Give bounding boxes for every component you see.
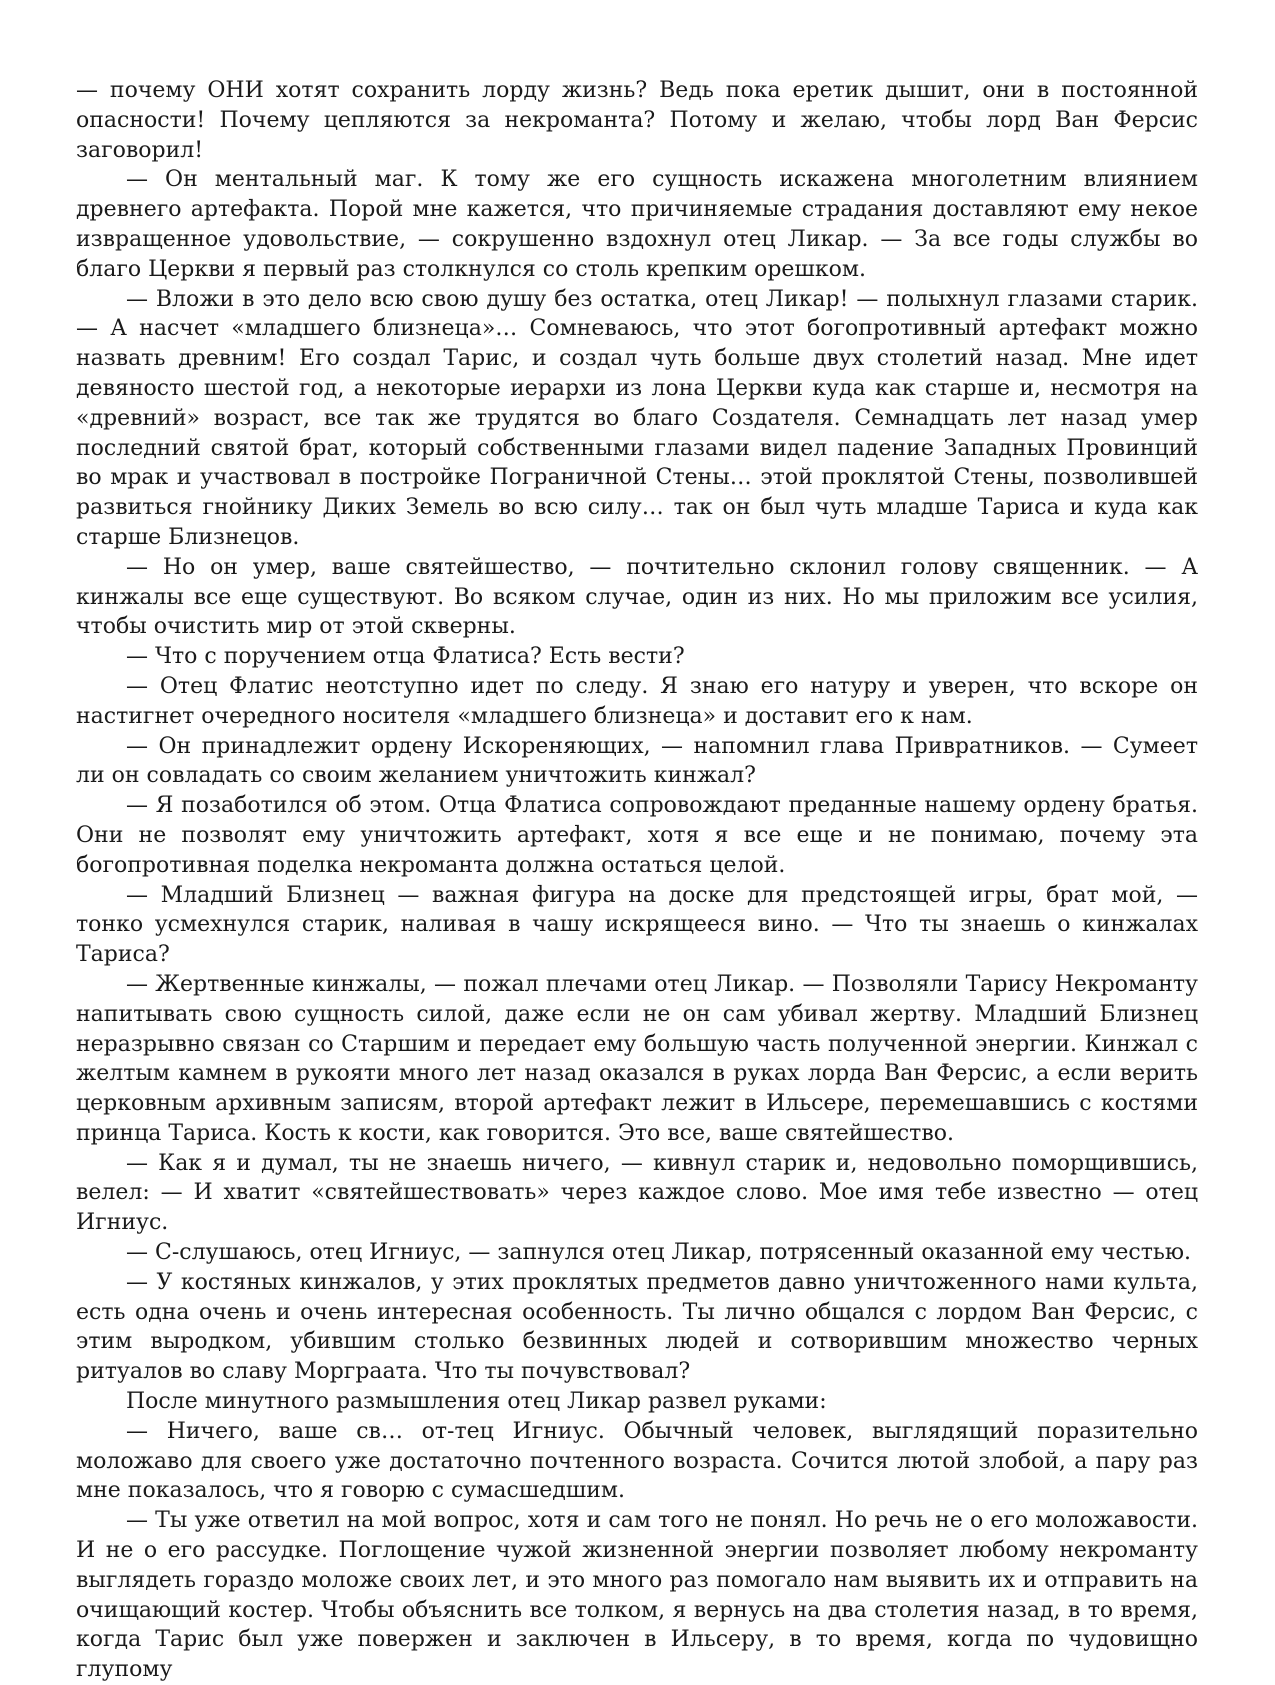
paragraph-16: — Ты уже ответил на мой вопрос, хотя и сам того не понял. Но речь не о его моложавости. И не о его рассудке. Поглощение чужой жизненной энергии позволяет любому некроманту выглядеть гораздо моложе своих лет, и это много раз помогало нам выявить их и отправить на очищающий костер. Чтобы объяснить все толком, я вернусь на два столетия назад, в то время, когда Тарис был уже повержен и заключен в Ильсеру, в то время, когда по чудовищно глупому	[76, 1508, 1198, 1683]
paragraph-9: — Младший Близнец — важная фигура на доске для предстоящей игры, брат мой, — тонко усмехнулся старик, наливая в чашу искрящееся вино. — Что ты знаешь о кинжалах Тариса?	[76, 882, 1198, 968]
paragraph-14: После минутного размышления отец Ликар развел руками:	[126, 1389, 827, 1415]
paragraph-15: — Ничего, ваше св… от-тец Игниус. Обычный человек, выглядящий поразительно моложаво для своего уже достаточно почтенного возраста. Сочится лютой злобой, а пару раз мне показалось, что я говорю с сумасшедшим.	[76, 1418, 1198, 1504]
paragraph-3: — Вложи в это дело всю свою душу без остатка, отец Ликар! — полыхнул глазами старик. — А насчет «младшего близнеца»… Сомневаюсь, что этот богопротивный артефакт можно назвать древним! Его создал Тарис, и создал чуть больше двух столетий назад. Мне идет девяносто шестой год, а некоторые иерархи из лона Церкви куда как старше и, несмотря на «древний» возраст, все так же трудятся во благо Создателя. Семнадцать лет назад умер последний святой брат, который собственными глазами видел падение Западных Провинций во мрак и участвовал в постройке Пограничной Стены… этой проклятой Стены, позволившей развиться гнойнику Диких Земель во всю силу… так он был чуть младше Тариса и куда как старше Близнецов.	[76, 286, 1198, 550]
paragraph-10: — Жертвенные кинжалы, — пожал плечами отец Ликар. — Позволяли Тарису Некроманту напитывать свою сущность силой, даже если не он сам убивал жертву. Младший Близнец неразрывно связан со Старшим и передает ему большую часть полученной энергии. Кинжал с желтым камнем в рукояти много лет назад оказался в руках лорда Ван Ферсис, а если верить церковным архивным записям, второй артефакт лежит в Ильсере, перемешавшись с костями принца Тариса. Кость к кости, как говорится. Это все, ваше святейшество.	[76, 971, 1198, 1146]
paragraph-1: — почему ОНИ хотят сохранить лорду жизнь? Ведь пока еретик дышит, они в постоянной опасности! Почему цепляются за некроманта? Потому и желаю, чтобы лорд Ван Ферсис заговорил!	[76, 78, 1198, 163]
paragraph-11: — Как я и думал, ты не знаешь ничего, — кивнул старик и, недовольно поморщившись, велел: — И хватит «святейшествовать» через каждое слово. Мое имя тебе известно — отец Игниус.	[76, 1150, 1198, 1236]
paragraph-13: — У костяных кинжалов, у этих проклятых предметов давно уничтоженного нами культа, есть одна очень и очень интересная особенность. Ты лично общался с лордом Ван Ферсис, с этим выродком, убившим столько безвинных людей и сотворившим множество черных ритуалов во славу Морграата. Что ты почувствовал?	[76, 1269, 1198, 1385]
paragraph-7: — Он принадлежит ордену Искореняющих, — напомнил глава Привратников. — Сумеет ли он совладать со своим желанием уничтожить кинжал?	[76, 733, 1198, 789]
paragraph-2: — Он ментальный маг. К тому же его сущность искажена многолетним влиянием древнего артефакта. Порой мне кажется, что причиняемые страдания доставляют ему некое извращенное удовольствие, — сокрушенно вздохнул отец Ликар. — За все годы службы во благо Церкви я первый раз столкнулся со столь крепким орешком.	[76, 167, 1198, 282]
paragraph-8: — Я позаботился об этом. Отца Флатиса сопровождают преданные нашему ордену братья. Они не позволят ему уничтожить артефакт, хотя я все еще и не понимаю, почему эта богопротивная поделка некроманта должна остаться целой.	[76, 793, 1198, 878]
paragraph-5: — Что с поручением отца Флатиса? Есть вести?	[126, 644, 685, 670]
paragraph-4: — Но он умер, ваше святейшество, — почтительно склонил голову священник. — А кинжалы все еще существуют. Во всяком случае, один из них. Но мы приложим все усилия, чтобы очистить мир от этой скверны.	[76, 554, 1198, 640]
paragraph-12: — С-слушаюсь, отец Игниус, — запнулся отец Ликар, потрясенный оказанной ему честью.	[126, 1240, 1192, 1266]
paragraph-6: — Отец Флатис неотступно идет по следу. Я знаю его натуру и уверен, что вскоре он настигнет очередного носителя «младшего близнеца» и доставит его к нам.	[76, 673, 1198, 729]
book-page-text	[76, 76, 1198, 1685]
